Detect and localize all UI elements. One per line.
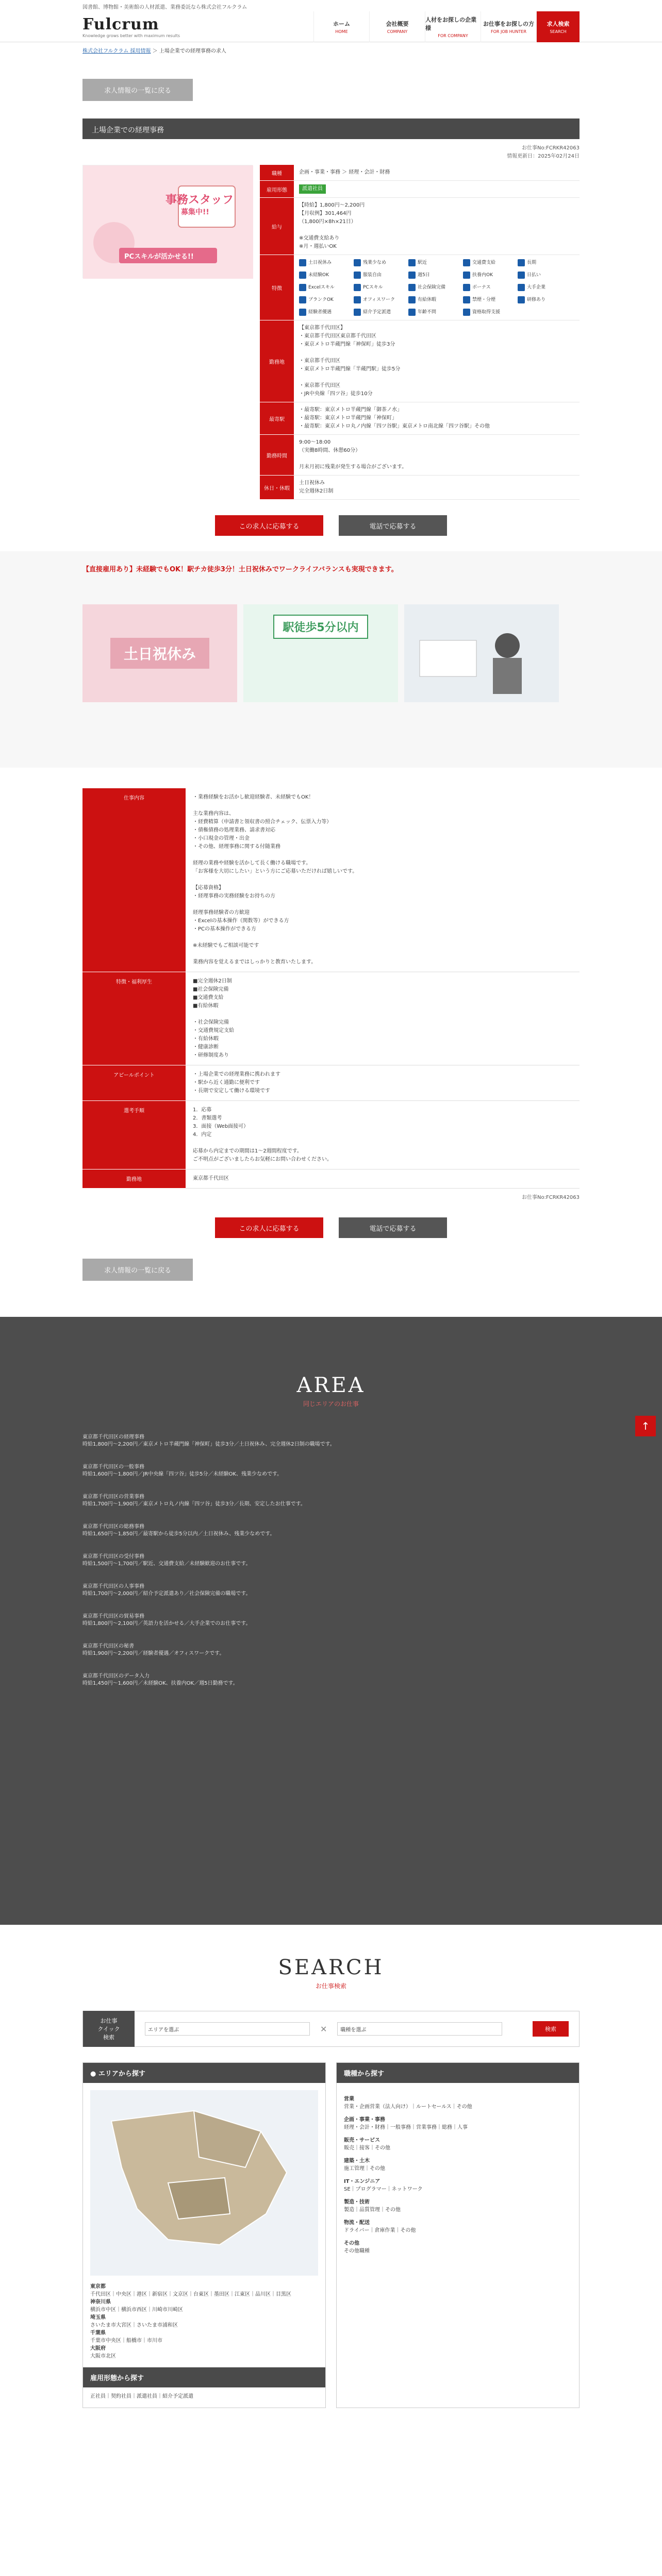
feature-tag: 年齢不問 xyxy=(408,308,460,316)
apply-phone-button[interactable]: 電話で応募する xyxy=(339,515,447,536)
area-job-desc: 時給1,700円〜1,900円／東京メトロ丸ノ内線「四ツ谷」徒歩3分／長期、安定したお仕事です。 xyxy=(82,1501,306,1507)
area-search-panel xyxy=(82,2062,326,2408)
job-meta xyxy=(82,144,580,161)
detail-location-value: 東京都千代田区 xyxy=(186,1170,580,1189)
feature-tag: 扶養内OK xyxy=(463,271,515,279)
area-search-title: ● エリアから探す xyxy=(83,2063,325,2083)
feature-tag: 残業少なめ xyxy=(354,259,405,267)
nav-home-label: ホーム xyxy=(333,20,350,27)
area-links[interactable]: 千葉市中央区｜船橋市｜市川市 xyxy=(90,2338,162,2344)
area-job-desc: 時給1,800円〜2,200円／東京メトロ半蔵門線「神保町」徒歩3分／土日祝休み、完全週休2日制の職場です。 xyxy=(82,1442,335,1447)
area-job-title: 東京都千代田区の受付事務 xyxy=(82,1554,144,1560)
nav-company[interactable] xyxy=(369,11,425,42)
feature-icon xyxy=(408,296,416,303)
detail-row-process xyxy=(82,1101,580,1170)
logo-name: Fulcrum xyxy=(82,15,159,33)
job-category: 製造・技術 xyxy=(344,2199,370,2205)
breadcrumb-current: 上場企業での経理事務の求人 xyxy=(159,48,226,54)
global-nav xyxy=(313,11,580,42)
feature-tag: 紹介予定派遣 xyxy=(354,308,405,316)
spec-row-station xyxy=(260,402,580,435)
feature-tag: 未経験OK xyxy=(299,271,351,279)
apply-mail-button-bottom[interactable]: この求人に応募する xyxy=(215,1217,323,1238)
quick-search-label: お仕事 クイック 検索 xyxy=(83,2011,135,2047)
holiday-image xyxy=(82,604,237,702)
nav-home[interactable] xyxy=(313,11,369,42)
spec-location-value: 【東京都千代田区】 ・東京都千代田区東京都千代田区 ・東京メトロ半蔵門線「神保町」徒歩3分 ・東京都千代田区 ・東京メトロ半蔵門線「半蔵門駅」徒歩5分 ・東京都千代田区 ・JR中央線「四ツ谷」徒歩10分 xyxy=(294,320,580,402)
area-job-item[interactable] xyxy=(82,1434,580,1448)
job-category: 物流・配送 xyxy=(344,2220,370,2226)
area-pref: 神奈川県 xyxy=(90,2299,111,2305)
spec-row-features xyxy=(260,255,580,320)
feature-tag: 交通費支給 xyxy=(463,259,515,267)
area-job-desc: 時給1,800円〜2,100円／英語力を活かせる／大手企業でのお仕事です。 xyxy=(82,1621,251,1626)
page-top-button[interactable]: ↑ xyxy=(635,1416,656,1436)
feature-icon xyxy=(354,309,361,316)
job-links[interactable]: 販売｜接客｜その他 xyxy=(344,2145,390,2151)
detail-row-appeal xyxy=(82,1065,580,1101)
job-category: 営業 xyxy=(344,2096,354,2102)
kanto-map xyxy=(90,2090,318,2276)
employment-links[interactable]: 正社員｜契約社員｜派遣社員｜紹介予定派遣 xyxy=(90,2394,193,2399)
nav-search-label: 求人検索 xyxy=(547,20,570,27)
feature-icon xyxy=(518,272,525,279)
feature-icon xyxy=(463,309,470,316)
feature-tag: Excelスキル xyxy=(299,283,351,292)
area-subtitle: 同じエリアのお仕事 xyxy=(303,1400,359,1408)
area-job-item[interactable] xyxy=(82,1673,580,1687)
job-image xyxy=(82,165,253,278)
feature-tag: 大手企業 xyxy=(518,283,569,292)
breadcrumb-home[interactable]: 株式会社フルクラム 採用情報 xyxy=(82,48,151,54)
feature-icon xyxy=(299,309,306,316)
feature-icon xyxy=(299,296,306,303)
nav-search[interactable] xyxy=(536,11,580,42)
office-photo xyxy=(404,604,559,702)
detail-process-value: 1．応募 2．書類選考 3．面接（Web面接可） 4．内定 応募から内定までの期間は1〜2週間程度です。 ご不明点がございましたらお気軽にお問い合わせください。 xyxy=(186,1101,580,1170)
spec-station-value: ・最寄駅：東京メトロ半蔵門線「御茶ノ水」 ・最寄駅：東京メトロ半蔵門線「神保町」 ・最寄駅：東京メトロ丸ノ内線「四ツ谷駅」東京メトロ南北線「四ツ谷駅」その他 xyxy=(294,402,580,435)
area-job-title: 東京都千代田区の人事事務 xyxy=(82,1584,144,1589)
area-section xyxy=(0,1317,662,1925)
quick-search xyxy=(82,2011,580,2047)
spec-salary-value: 【時給】1,800円〜2,200円 【月収例】301,464円 （1,800円×8h×21日） ※交通費支給あり ※月・週払いOK xyxy=(294,198,580,255)
area-links[interactable]: さいたま市大宮区｜さいたま市浦和区 xyxy=(90,2323,178,2328)
feature-tag: 土日祝休み xyxy=(299,259,351,267)
apply-mail-button[interactable]: この求人に応募する xyxy=(215,515,323,536)
area-job-desc: 時給1,650円〜1,850円／最寄駅から徒歩5分以内／土日祝休み、残業少なめです。 xyxy=(82,1531,275,1537)
detail-appeal-label: アピールポイント xyxy=(82,1065,186,1101)
spec-station-label: 最寄駅 xyxy=(260,402,294,435)
job-category: IT・エンジニア xyxy=(344,2179,380,2184)
employment-badge: 派遣社員 xyxy=(299,184,326,194)
feature-icon xyxy=(518,284,525,291)
job-category: 建築・土木 xyxy=(344,2158,370,2164)
nav-for-company[interactable] xyxy=(425,11,481,42)
feature-tag: 服装自由 xyxy=(354,271,405,279)
spec-row-holidays xyxy=(260,476,580,500)
spec-row-type xyxy=(260,165,580,181)
area-links[interactable]: 横浜市中区｜横浜市西区｜川崎市川崎区 xyxy=(90,2307,183,2313)
area-job-desc: 時給1,450円〜1,600円／未経験OK、扶養内OK／週5日勤務です。 xyxy=(82,1681,238,1686)
detail-benefits-value: ■完全週休2日制 ■社会保険完備 ■交通費支給 ■有給休暇 ・社会保険完備 ・交通費規定支給 ・有給休暇 ・健康診断 ・研修制度あり xyxy=(186,972,580,1065)
top-tagline: 図書館、博物館・美術館の人材派遣、業務委託なら株式会社フルクラム xyxy=(0,0,662,11)
area-pref: 大阪府 xyxy=(90,2346,106,2351)
station-image xyxy=(243,604,398,702)
feature-tag: ボーナス xyxy=(463,283,515,292)
feature-icon xyxy=(518,259,525,266)
area-job-item[interactable] xyxy=(82,1643,580,1657)
feature-tag: 経験者優遇 xyxy=(299,308,351,316)
job-category: その他 xyxy=(344,2241,359,2246)
job-search-title: 職種から探す xyxy=(337,2063,579,2083)
site-header xyxy=(0,11,662,42)
area-job-desc: 時給1,500円〜1,700円／駅近、交通費支給／未経験歓迎のお仕事です。 xyxy=(82,1561,251,1567)
job-type-select[interactable]: 職種を選ぶ xyxy=(337,2022,502,2036)
spec-row-employment xyxy=(260,181,580,198)
office-photo-illustration xyxy=(404,604,559,702)
feature-tags xyxy=(299,259,574,316)
spec-row-location xyxy=(260,320,580,402)
feature-icon xyxy=(408,284,416,291)
feature-tag: オフィスワーク xyxy=(354,296,405,304)
nav-for-job-hunter-sub: FOR JOB HUNTER xyxy=(490,29,527,34)
area-links[interactable]: 大阪市北区 xyxy=(90,2353,116,2359)
area-job-title: 東京都千代田区の一般事務 xyxy=(82,1464,144,1470)
search-section xyxy=(0,1925,662,2408)
feature-icon xyxy=(354,296,361,303)
feature-tag: 禁煙・分煙 xyxy=(463,296,515,304)
area-job-title: 東京都千代田区の営業事務 xyxy=(82,1494,144,1500)
feature-tag: PCスキル xyxy=(354,283,405,292)
nav-company-label: 会社概要 xyxy=(386,20,409,27)
area-job-item[interactable] xyxy=(82,1613,580,1628)
area-pref: 千葉県 xyxy=(90,2330,106,2336)
area-job-title: 東京都千代田区の秘書 xyxy=(82,1643,134,1649)
job-number: お仕事No:FCRKR42063 xyxy=(522,145,580,151)
area-job-title: 東京都千代田区の貿易事務 xyxy=(82,1614,144,1619)
job-category: 販売・サービス xyxy=(344,2138,380,2143)
apply-buttons-bottom xyxy=(82,1217,580,1238)
job-search-panel xyxy=(336,2062,580,2408)
spec-location-label: 勤務地 xyxy=(260,320,294,402)
area-job-desc: 時給1,700円〜2,000円／紹介予定派遣あり／社会保険完備の職場です。 xyxy=(82,1591,251,1597)
area-title: AREA xyxy=(296,1374,366,1397)
detail-benefits-label: 特徴・福利厚生 xyxy=(82,972,186,1065)
spec-holidays-value: 土日祝休み 完全週休2日制 xyxy=(294,476,580,500)
breadcrumb: 株式会社フルクラム 採用情報 ＞ 上場企業での経理事務の求人 xyxy=(82,48,226,54)
job-links[interactable]: その他職種 xyxy=(344,2248,370,2254)
job-spec-table xyxy=(260,165,580,500)
area-job-item[interactable] xyxy=(82,1494,580,1508)
nav-company-sub: COMPANY xyxy=(387,29,408,34)
spec-type-label: 職種 xyxy=(260,165,294,181)
feature-icon xyxy=(354,284,361,291)
job-category: 企画・事業・事務 xyxy=(344,2117,385,2123)
detail-description-value: ・業務経験をお活かし歓迎経験者、未経験でもOK！ 主な業務内容は、 ・経費精算（申請書と領収書の照合チェック、伝票入力等） ・債権債務の処理業務、請求書対応 ・小口現金の管理・出金 ・その他、経理事務に関する付随業務 経理の業務や経験を活かして長く働ける職場です。 「お客様を大切にしたい」という方にご応募いただければ嬉しいです。 【応募資格】 ・経理事務の実務経験をお持ちの方 経理事務経験者の方歓迎 ・Excelの基本操作（関数等）ができる方 ・PCの基本操作ができる方 ※未経験でもご相談可能です 業務内容を覚えるまではしっかりと教育いたします。 xyxy=(186,788,580,972)
apply-phone-button-bottom[interactable]: 電話で応募する xyxy=(339,1217,447,1238)
bottom-job-number: お仕事No:FCRKR42063 xyxy=(522,1195,580,1200)
feature-tag: 社会保険完備 xyxy=(408,283,460,292)
job-image-caption: PCスキルが活かせる!! xyxy=(124,253,194,261)
job-illustration xyxy=(83,165,253,279)
feature-tag: 日払い xyxy=(518,271,569,279)
nav-for-job-hunter-label: お仕事をお探しの方 xyxy=(483,20,534,27)
area-job-title: 東京都千代田区の経理事務 xyxy=(82,1434,144,1440)
detail-location-label: 勤務地 xyxy=(82,1170,186,1189)
features-images xyxy=(82,604,580,702)
detail-row-description xyxy=(82,788,580,972)
job-links[interactable]: SE｜プログラマー｜ネットワーク xyxy=(344,2187,423,2192)
job-links[interactable]: 営業・企画営業（法人向け）｜ルートセールス｜その他 xyxy=(344,2104,472,2110)
feature-icon xyxy=(354,272,361,279)
logo-tagline: Knowledge grows better with maximum results xyxy=(82,33,180,38)
area-pref: 埼玉県 xyxy=(90,2315,106,2320)
job-links[interactable]: 施工管理｜その他 xyxy=(344,2166,385,2172)
nav-for-job-hunter[interactable] xyxy=(481,11,536,42)
area-job-item[interactable] xyxy=(82,1553,580,1568)
back-to-list-button[interactable]: 求人情報の一覧に戻る xyxy=(82,79,193,101)
feature-icon xyxy=(299,284,306,291)
spec-employment-label: 雇用形態 xyxy=(260,181,294,198)
employment-search-title: 雇用形態から探す xyxy=(83,2367,325,2387)
feature-tag: 資格取得支援 xyxy=(463,308,515,316)
features-title: 【直接雇用あり】未経験でもOK！駅チカ徒歩3分！土日祝休みでワークライフバランスも実現できます。 xyxy=(82,566,398,573)
area-job-title: 東京都千代田区の総務事務 xyxy=(82,1524,144,1530)
feature-tag: ブランクOK xyxy=(299,296,351,304)
job-image-headline: 事務スタッフ xyxy=(166,194,234,207)
features-section xyxy=(0,551,662,768)
feature-tag: 駅近 xyxy=(408,259,460,267)
feature-tag: 有給休暇 xyxy=(408,296,460,304)
detail-row-benefits xyxy=(82,972,580,1065)
spec-features-label: 特徴 xyxy=(260,255,294,320)
detail-appeal-value: ・上場企業での経理業務に携われます ・駅から近く通勤に便利です ・長期で安定して働ける環境です xyxy=(186,1065,580,1101)
feature-icon xyxy=(408,309,416,316)
detail-description-label: 仕事内容 xyxy=(82,788,186,972)
feature-tag: 週5日 xyxy=(408,271,460,279)
detail-row-location xyxy=(82,1170,580,1189)
nav-search-sub: SEARCH xyxy=(550,29,567,34)
job-image-sub: 募集中!! xyxy=(181,208,209,216)
feature-tag: 研修あり xyxy=(518,296,569,304)
job-title: 上場企業での経理事務 xyxy=(82,118,580,139)
back-to-list-button-bottom[interactable]: 求人情報の一覧に戻る xyxy=(82,1259,193,1281)
pin-icon: ● xyxy=(90,2070,96,2078)
spec-row-salary xyxy=(260,198,580,255)
area-links[interactable]: 千代田区｜中央区｜港区｜新宿区｜文京区｜台東区｜墨田区｜江東区｜品川区｜目黒区 xyxy=(90,2292,291,2297)
area-job-item[interactable] xyxy=(82,1464,580,1478)
job-links[interactable]: 製造｜品質管理｜その他 xyxy=(344,2207,401,2213)
spec-salary-label: 給与 xyxy=(260,198,294,255)
feature-icon xyxy=(408,272,416,279)
cross-icon: ✕ xyxy=(320,2024,327,2034)
area-link-list xyxy=(83,2283,325,2367)
logo[interactable] xyxy=(82,15,180,38)
spec-hours-label: 勤務時間 xyxy=(260,435,294,476)
spec-hours-value: 9:00〜18:00 （実働8時間、休憩60分） 月末月初に残業が発生する場合がございます。 xyxy=(294,435,580,476)
area-job-desc: 時給1,900円〜2,200円／経験者優遇／オフィスワークです。 xyxy=(82,1651,225,1656)
feature-icon xyxy=(408,259,416,266)
search-button[interactable]: 検索 xyxy=(533,2021,569,2037)
search-title: SEARCH xyxy=(278,1956,384,1979)
area-job-list xyxy=(82,1434,580,1687)
feature-icon xyxy=(463,259,470,266)
job-detail-table xyxy=(82,788,580,1189)
area-job-item[interactable] xyxy=(82,1583,580,1598)
job-updated: 情報更新日：2025年02月24日 xyxy=(507,154,580,159)
search-subtitle: お仕事検索 xyxy=(315,1982,346,1990)
feature-icon xyxy=(518,296,525,303)
feature-icon xyxy=(463,284,470,291)
holiday-image-text: 土日祝休み xyxy=(110,638,209,669)
job-links[interactable]: ドライバー｜倉庫作業｜その他 xyxy=(344,2228,416,2233)
area-select[interactable]: エリアを選ぶ xyxy=(145,2022,310,2036)
spec-holidays-label: 休日・休暇 xyxy=(260,476,294,500)
spec-row-hours xyxy=(260,435,580,476)
detail-process-label: 選考手順 xyxy=(82,1101,186,1170)
feature-icon xyxy=(299,259,306,266)
feature-tag: 長期 xyxy=(518,259,569,267)
nav-home-sub: HOME xyxy=(335,29,348,34)
area-pref: 東京都 xyxy=(90,2284,106,2290)
area-job-item[interactable] xyxy=(82,1523,580,1538)
nav-for-company-sub: FOR COMPANY xyxy=(438,33,468,38)
feature-icon xyxy=(463,296,470,303)
nav-for-company-label: 人材をお探しの企業様 xyxy=(425,16,476,31)
feature-icon xyxy=(463,272,470,279)
job-links[interactable]: 経理・会計・財務｜一般事務｜営業事務｜総務｜人事 xyxy=(344,2125,468,2130)
area-job-desc: 時給1,600円〜1,800円／JR中央線「四ツ谷」徒歩5分／未経験OK、残業少なめです。 xyxy=(82,1471,283,1477)
area-job-title: 東京都千代田区のデータ入力 xyxy=(82,1673,150,1679)
apply-buttons-top xyxy=(82,515,580,536)
spec-type-value: 企画・事業・事務 ＞ 経理・会計・財務 xyxy=(294,165,580,181)
feature-icon xyxy=(299,272,306,279)
feature-icon xyxy=(354,259,361,266)
job-link-list xyxy=(337,2083,579,2262)
area-map[interactable] xyxy=(90,2090,318,2276)
station-image-text: 駅徒歩5分以内 xyxy=(273,615,368,639)
